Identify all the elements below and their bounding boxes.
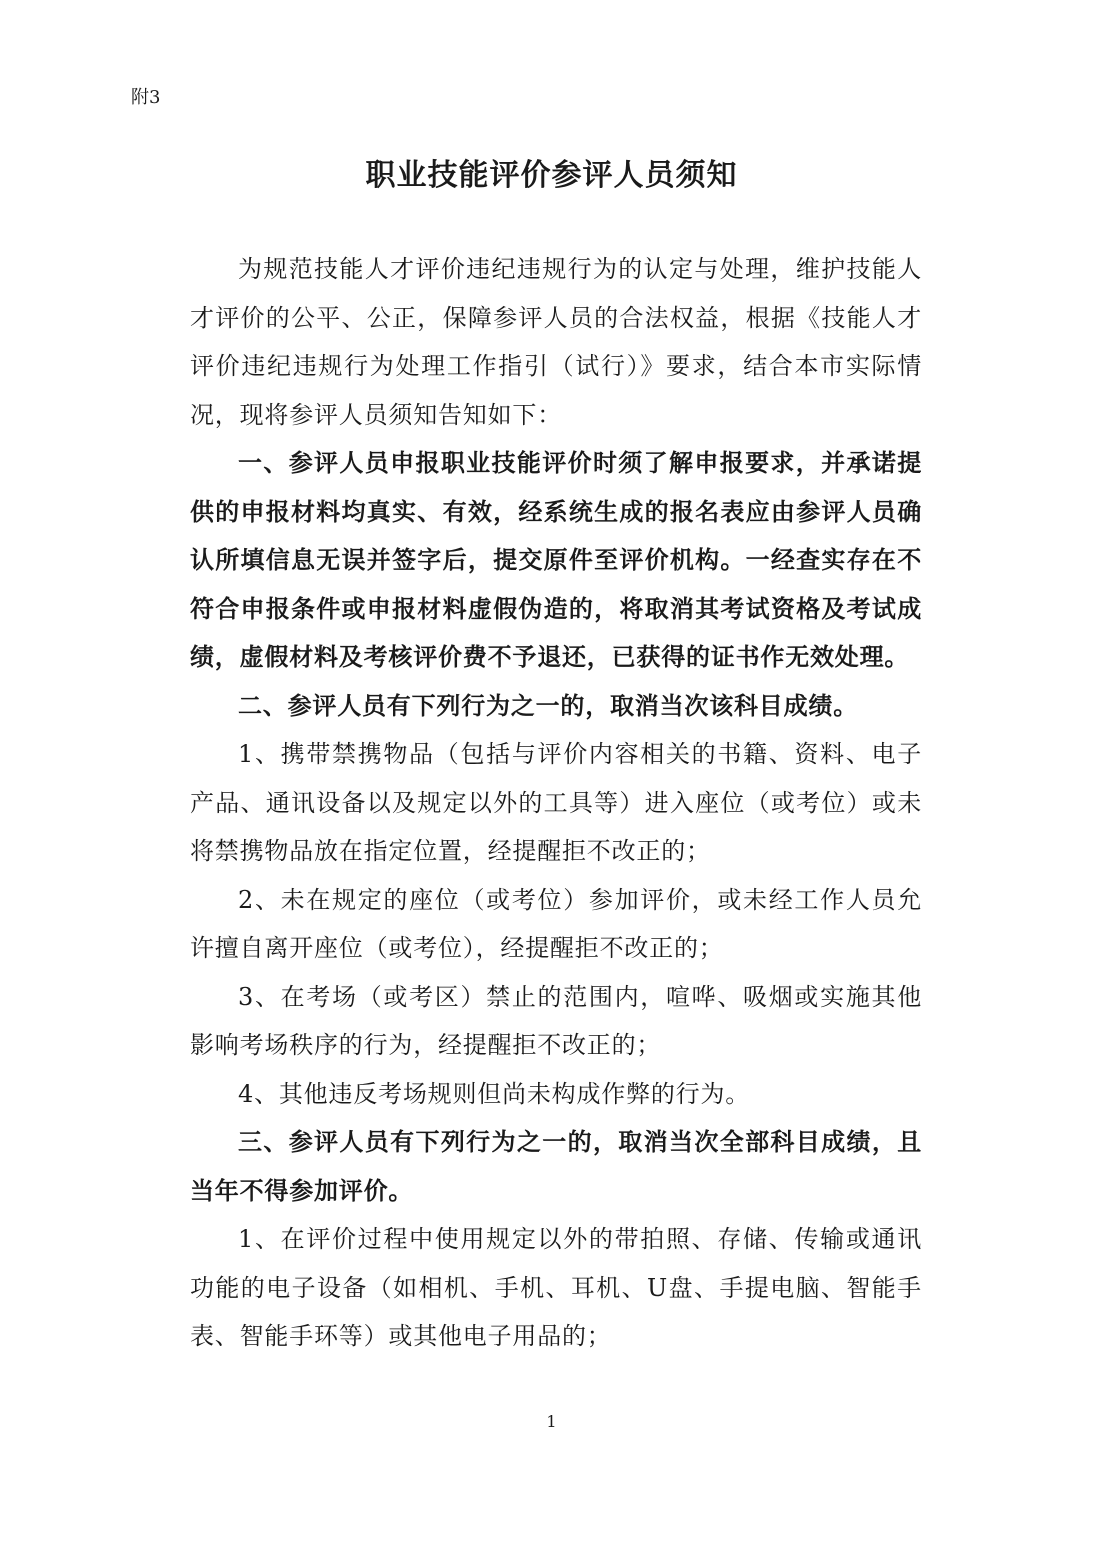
section-1-paragraph: 一、参评人员申报职业技能评价时须了解申报要求，并承诺提供的申报材料均真实、有效，经系统生成的报名表应由参评人员确认所填信息无误并签字后，提交原件至评价机构。一经查实存在不符合申报条件或申报材料虚假伪造的，将取消其考试资格及考试成绩，虚假材料及考核评价费不予退还，已获得的证书作无效处理。 (190, 448, 922, 671)
attachment-label: 附3 (131, 87, 161, 108)
document-body (190, 245, 922, 1361)
page-number: 1 (546, 1412, 557, 1431)
section-3-item-1: 1、在评价过程中使用规定以外的带拍照、存储、传输或通讯功能的电子设备（如相机、手机、耳机、U盘、手提电脑、智能手表、智能手环等）或其他电子用品的； (190, 1225, 922, 1350)
section-2-item-1: 1、携带禁携物品（包括与评价内容相关的书籍、资料、电子产品、通讯设备以及规定以外的工具等）进入座位（或考位）或未将禁携物品放在指定位置，经提醒拒不改正的； (190, 740, 922, 865)
section-2-heading: 二、参评人员有下列行为之一的，取消当次该科目成绩。 (238, 690, 858, 720)
section-3-heading: 三、参评人员有下列行为之一的，取消当次全部科目成绩，且当年不得参加评价。 (190, 1127, 922, 1205)
page-title: 职业技能评价参评人员须知 (365, 158, 738, 193)
section-2-item-2: 2、未在规定的座位（或考位）参加评价，或未经工作人员允许擅自离开座位（或考位），经提醒拒不改正的； (190, 885, 922, 962)
section-2-item-4: 4、其他违反考场规则但尚未构成作弊的行为。 (238, 1079, 751, 1108)
section-2-item-3: 3、在考场（或考区）禁止的范围内，喧哗、吸烟或实施其他影响考场秩序的行为，经提醒拒不改正的； (190, 982, 922, 1059)
intro-paragraph: 为规范技能人才评价违纪违规行为的认定与处理，维护技能人才评价的公平、公正，保障参评人员的合法权益，根据《技能人才评价违纪违规行为处理工作指引（试行）》要求，结合本市实际情况，现将参评人员须知告知如下： (190, 255, 922, 429)
